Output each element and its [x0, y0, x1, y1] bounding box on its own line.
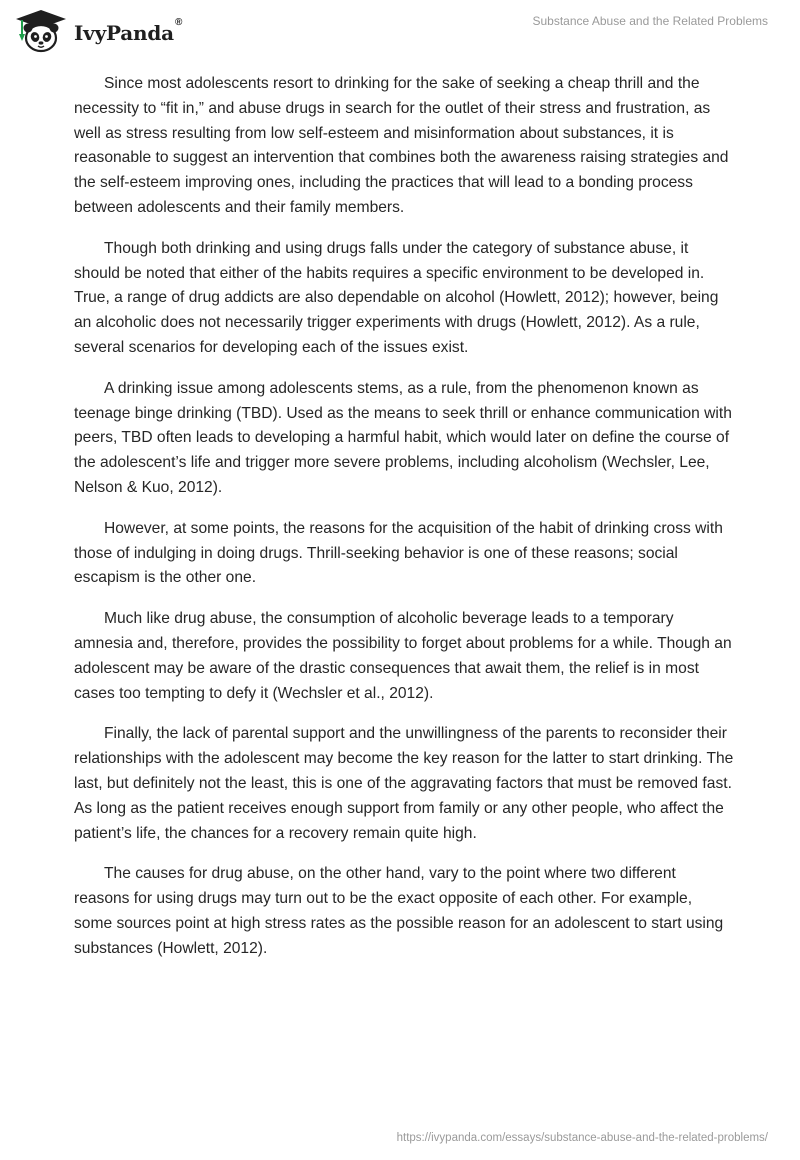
paragraph-6: Finally, the lack of parental support and the unwillingness of the parents to reconsider their relationships with the adolescent may become the key reason for the latter to start drinking. The last, but definitely not the least, this is one of the aggravating factors that must be removed fast. As long as the patient receives enough support from family or any other people, who affect the patient’s life, the chances for a recovery remain quite high. — [74, 725, 734, 842]
ivypanda-logo[interactable] — [14, 8, 182, 54]
paragraph-4: However, at some points, the reasons for the acquisition of the habit of drinking cross with those of indulging in doing drugs. Thrill-seeking behavior is one of these reasons; social escapism is the other one. — [74, 519, 723, 587]
document-title: Substance Abuse and the Related Problems — [532, 14, 768, 28]
paragraph-2: Though both drinking and using drugs falls under the category of substance abuse, it should be noted that either of the habits requires a specific environment to be developed in. True, a range of drug addicts are also dependable on alcohol (Howlett, 2012); however, being an alcoholic does not necessarily trigger experiments with drugs (Howlett, 2012). As a rule, several scenarios for developing each of the issues exist. — [74, 239, 719, 356]
source-url-link[interactable]: https://ivypanda.com/essays/substance-abuse-and-the-related-problems/ — [396, 1132, 768, 1144]
paragraph-1: Since most adolescents resort to drinking for the sake of seeking a cheap thrill and the necessity to “fit in,” and abuse drugs in search for the outlet of their stress and frustration, as well as stress resulting from low self-esteem and misinformation about substances, it is reasonable to suggest an intervention that combines both the awareness raising strategies and the self-esteem improving ones, including the practices that will lead to a bonding process between adolescents and their family members. — [74, 75, 729, 216]
logo-wordmark: IvyPanda® — [74, 17, 183, 45]
panda-graduation-cap-icon — [14, 8, 68, 54]
page-header — [0, 0, 800, 62]
essay-body — [74, 72, 734, 978]
paragraph-5: Much like drug abuse, the consumption of alcoholic beverage leads to a temporary amnesia and, therefore, provides the possibility to forget about problems for a while. Though an adolescent may be aware of the drastic consequences that await them, the relief is in most cases too tempting to defy it (Wechsler et al., 2012). — [74, 610, 732, 702]
paragraph-7: The causes for drug abuse, on the other hand, vary to the point where two different reasons for using drugs may turn out to be the exact opposite of each other. For example, some sources point at high stress rates as the possible reason for an adolescent to start using substances (Howlett, 2012). — [74, 865, 724, 957]
paragraph-3: A drinking issue among adolescents stems, as a rule, from the phenomenon known as teenage binge drinking (TBD). Used as the means to seek thrill or enhance communication with peers, TBD often leads to developing a harmful habit, which would later on define the course of the adolescent’s life and trigger more severe problems, including alcoholism (Wechsler, Lee, Nelson & Kuo, 2012). — [74, 379, 732, 496]
registered-mark: ® — [174, 17, 183, 28]
